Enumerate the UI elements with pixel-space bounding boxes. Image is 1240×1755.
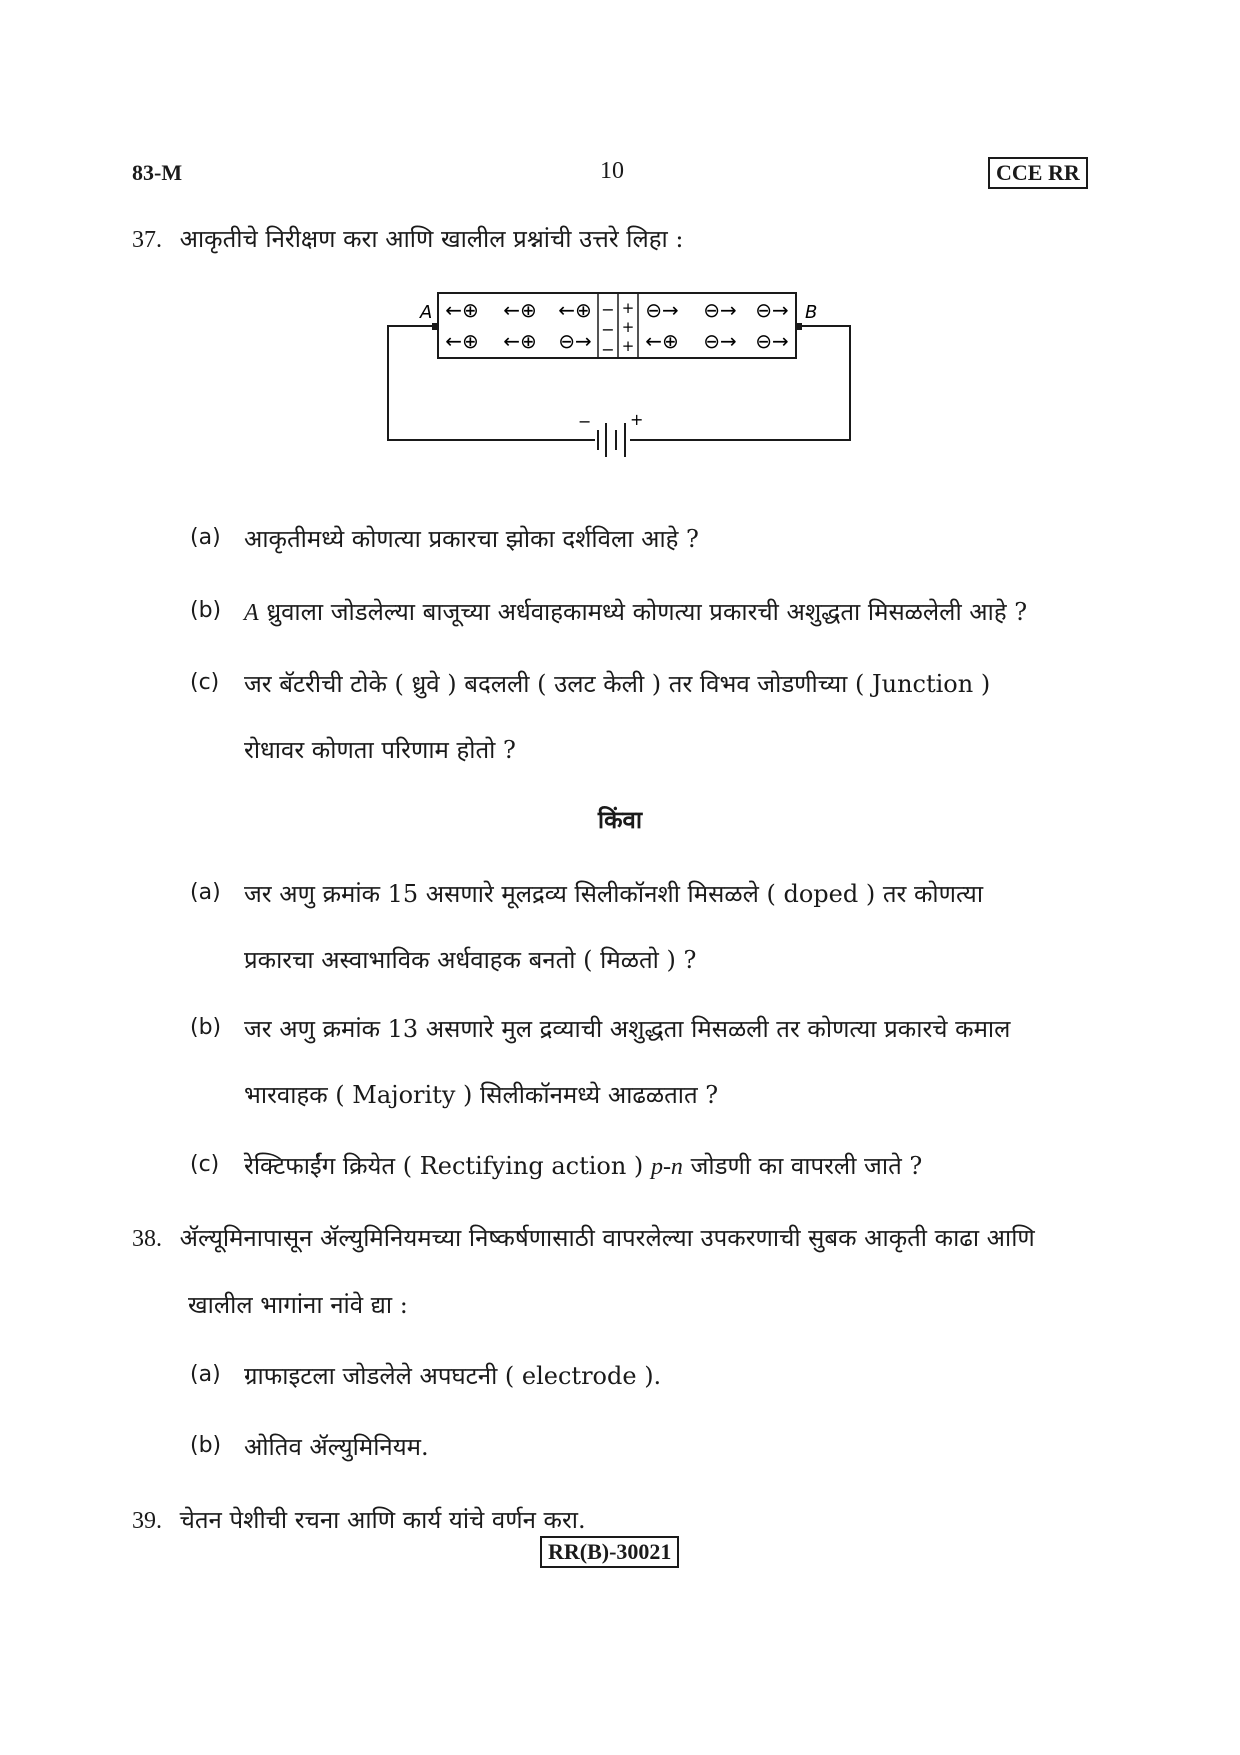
or-c-text-after: जोडणी का वापरली जाते ? xyxy=(690,1152,923,1180)
q38-stem xyxy=(132,1221,1035,1254)
footer-code-box: RR(B)-30021 xyxy=(540,1536,679,1568)
q37b-label: (b) xyxy=(190,598,222,623)
or-c-text-before: रेक्टिफाईंग क्रियेत ( Rectifying action ) xyxy=(244,1152,644,1180)
q37a-label: (a) xyxy=(190,525,221,550)
hole-arrow-left-icon: ←⊕ xyxy=(503,329,537,353)
q38-number: 38. xyxy=(132,1226,162,1252)
junction-block xyxy=(438,293,796,358)
q38-line2: खालील भागांना नांवे द्या : xyxy=(188,1291,408,1319)
or-c-pn: p-n xyxy=(650,1154,683,1180)
battery-icon xyxy=(598,423,625,457)
depletion-negative-ion: − xyxy=(601,300,615,319)
q37a-text: आकृतीमध्ये कोणत्या प्रकारचा झोका दर्शविला आहे ? xyxy=(244,525,699,553)
q37-text: आकृतीचे निरीक्षण करा आणि खालील प्रश्नांची उत्तरे लिहा : xyxy=(179,225,684,253)
electron-arrow-right-icon: ⊖→ xyxy=(755,329,789,353)
depletion-positive-ion: + xyxy=(621,299,635,317)
or-b-label: (b) xyxy=(190,1015,222,1040)
hole-arrow-left-icon: ←⊕ xyxy=(445,298,479,322)
or-a-line2: प्रकारचा अस्वाभाविक अर्धवाहक बनतो ( मिळतो ) ? xyxy=(244,946,697,974)
q37-stem xyxy=(132,222,683,255)
or-c-line xyxy=(244,1149,922,1182)
hole-arrow-left-icon: ←⊕ xyxy=(503,298,537,322)
hole-arrow-left-icon: ←⊕ xyxy=(445,329,479,353)
electron-arrow-right-icon: ⊖→ xyxy=(558,329,592,353)
q38b-text: ओतिव ॲल्युमिनियम. xyxy=(244,1433,429,1461)
q38a-text: ग्राफाइटला जोडलेले अपघटनी ( electrode ). xyxy=(244,1362,662,1390)
q38b-label: (b) xyxy=(190,1433,222,1458)
depletion-negative-ion: − xyxy=(601,320,615,339)
q39-stem xyxy=(132,1503,586,1536)
or-b-line2: भारवाहक ( Majority ) सिलीकॉनमध्ये आढळतात ? xyxy=(244,1081,719,1109)
page-number: 10 xyxy=(600,158,624,184)
depletion-positive-ion: + xyxy=(621,337,635,355)
electron-arrow-right-icon: ⊖→ xyxy=(703,329,737,353)
depletion-negative-ion: − xyxy=(601,340,615,359)
q37c-line2: रोधावर कोणता परिणाम होतो ? xyxy=(244,736,516,764)
electron-arrow-right-icon: ⊖→ xyxy=(703,298,737,322)
or-a-line1: जर अणु क्रमांक 15 असणारे मूलद्रव्य सिलीकॉनशी मिसळले ( doped ) तर कोणत्या xyxy=(244,880,984,908)
battery-plus: + xyxy=(630,410,644,429)
or-a-label: (a) xyxy=(190,880,221,905)
label-a: A xyxy=(420,302,433,323)
or-b-line1: जर अणु क्रमांक 13 असणारे मुल द्रव्याची अशुद्धता मिसळली तर कोणत्या प्रकारचे कमाल xyxy=(244,1015,1011,1043)
hole-arrow-left-icon: ←⊕ xyxy=(558,298,592,322)
pn-junction-diagram xyxy=(380,285,860,460)
electron-arrow-right-icon: ⊖→ xyxy=(645,298,679,322)
hole-arrow-left-icon: ←⊕ xyxy=(645,329,679,353)
q39-text: चेतन पेशीची रचना आणि कार्य यांचे वर्णन करा. xyxy=(179,1506,586,1534)
label-b: B xyxy=(805,302,818,323)
q38a-label: (a) xyxy=(190,1362,221,1387)
q37b-text-line xyxy=(244,595,1027,628)
battery-minus: − xyxy=(578,412,592,431)
q37b-pole-a: A xyxy=(244,600,259,626)
or-heading: किंवा xyxy=(597,805,643,834)
q37c-label: (c) xyxy=(190,670,220,695)
q37c-line1: जर बॅटरीची टोके ( ध्रुवे ) बदलली ( उलट केली ) तर विभव जोडणीच्या ( Junction ) xyxy=(244,670,991,698)
or-c-label: (c) xyxy=(190,1152,220,1177)
q38-line1: ॲल्यूमिनापासून ॲल्युमिनियमच्या निष्कर्षणासाठी वापरलेल्या उपकरणाची सुबक आकृती काढा आणि xyxy=(179,1224,1035,1252)
cce-rr-box: CCE RR xyxy=(988,157,1088,189)
q39-number: 39. xyxy=(132,1508,162,1534)
electron-arrow-right-icon: ⊖→ xyxy=(755,298,789,322)
paper-code: 83-M xyxy=(132,160,183,185)
depletion-positive-ion: + xyxy=(621,318,635,336)
q37-number: 37. xyxy=(132,227,162,253)
q37b-text: ध्रुवाला जोडलेल्या बाजूच्या अर्धवाहकामध्ये कोणत्या प्रकारची अशुद्धता मिसळलेली आहे ? xyxy=(266,598,1028,626)
